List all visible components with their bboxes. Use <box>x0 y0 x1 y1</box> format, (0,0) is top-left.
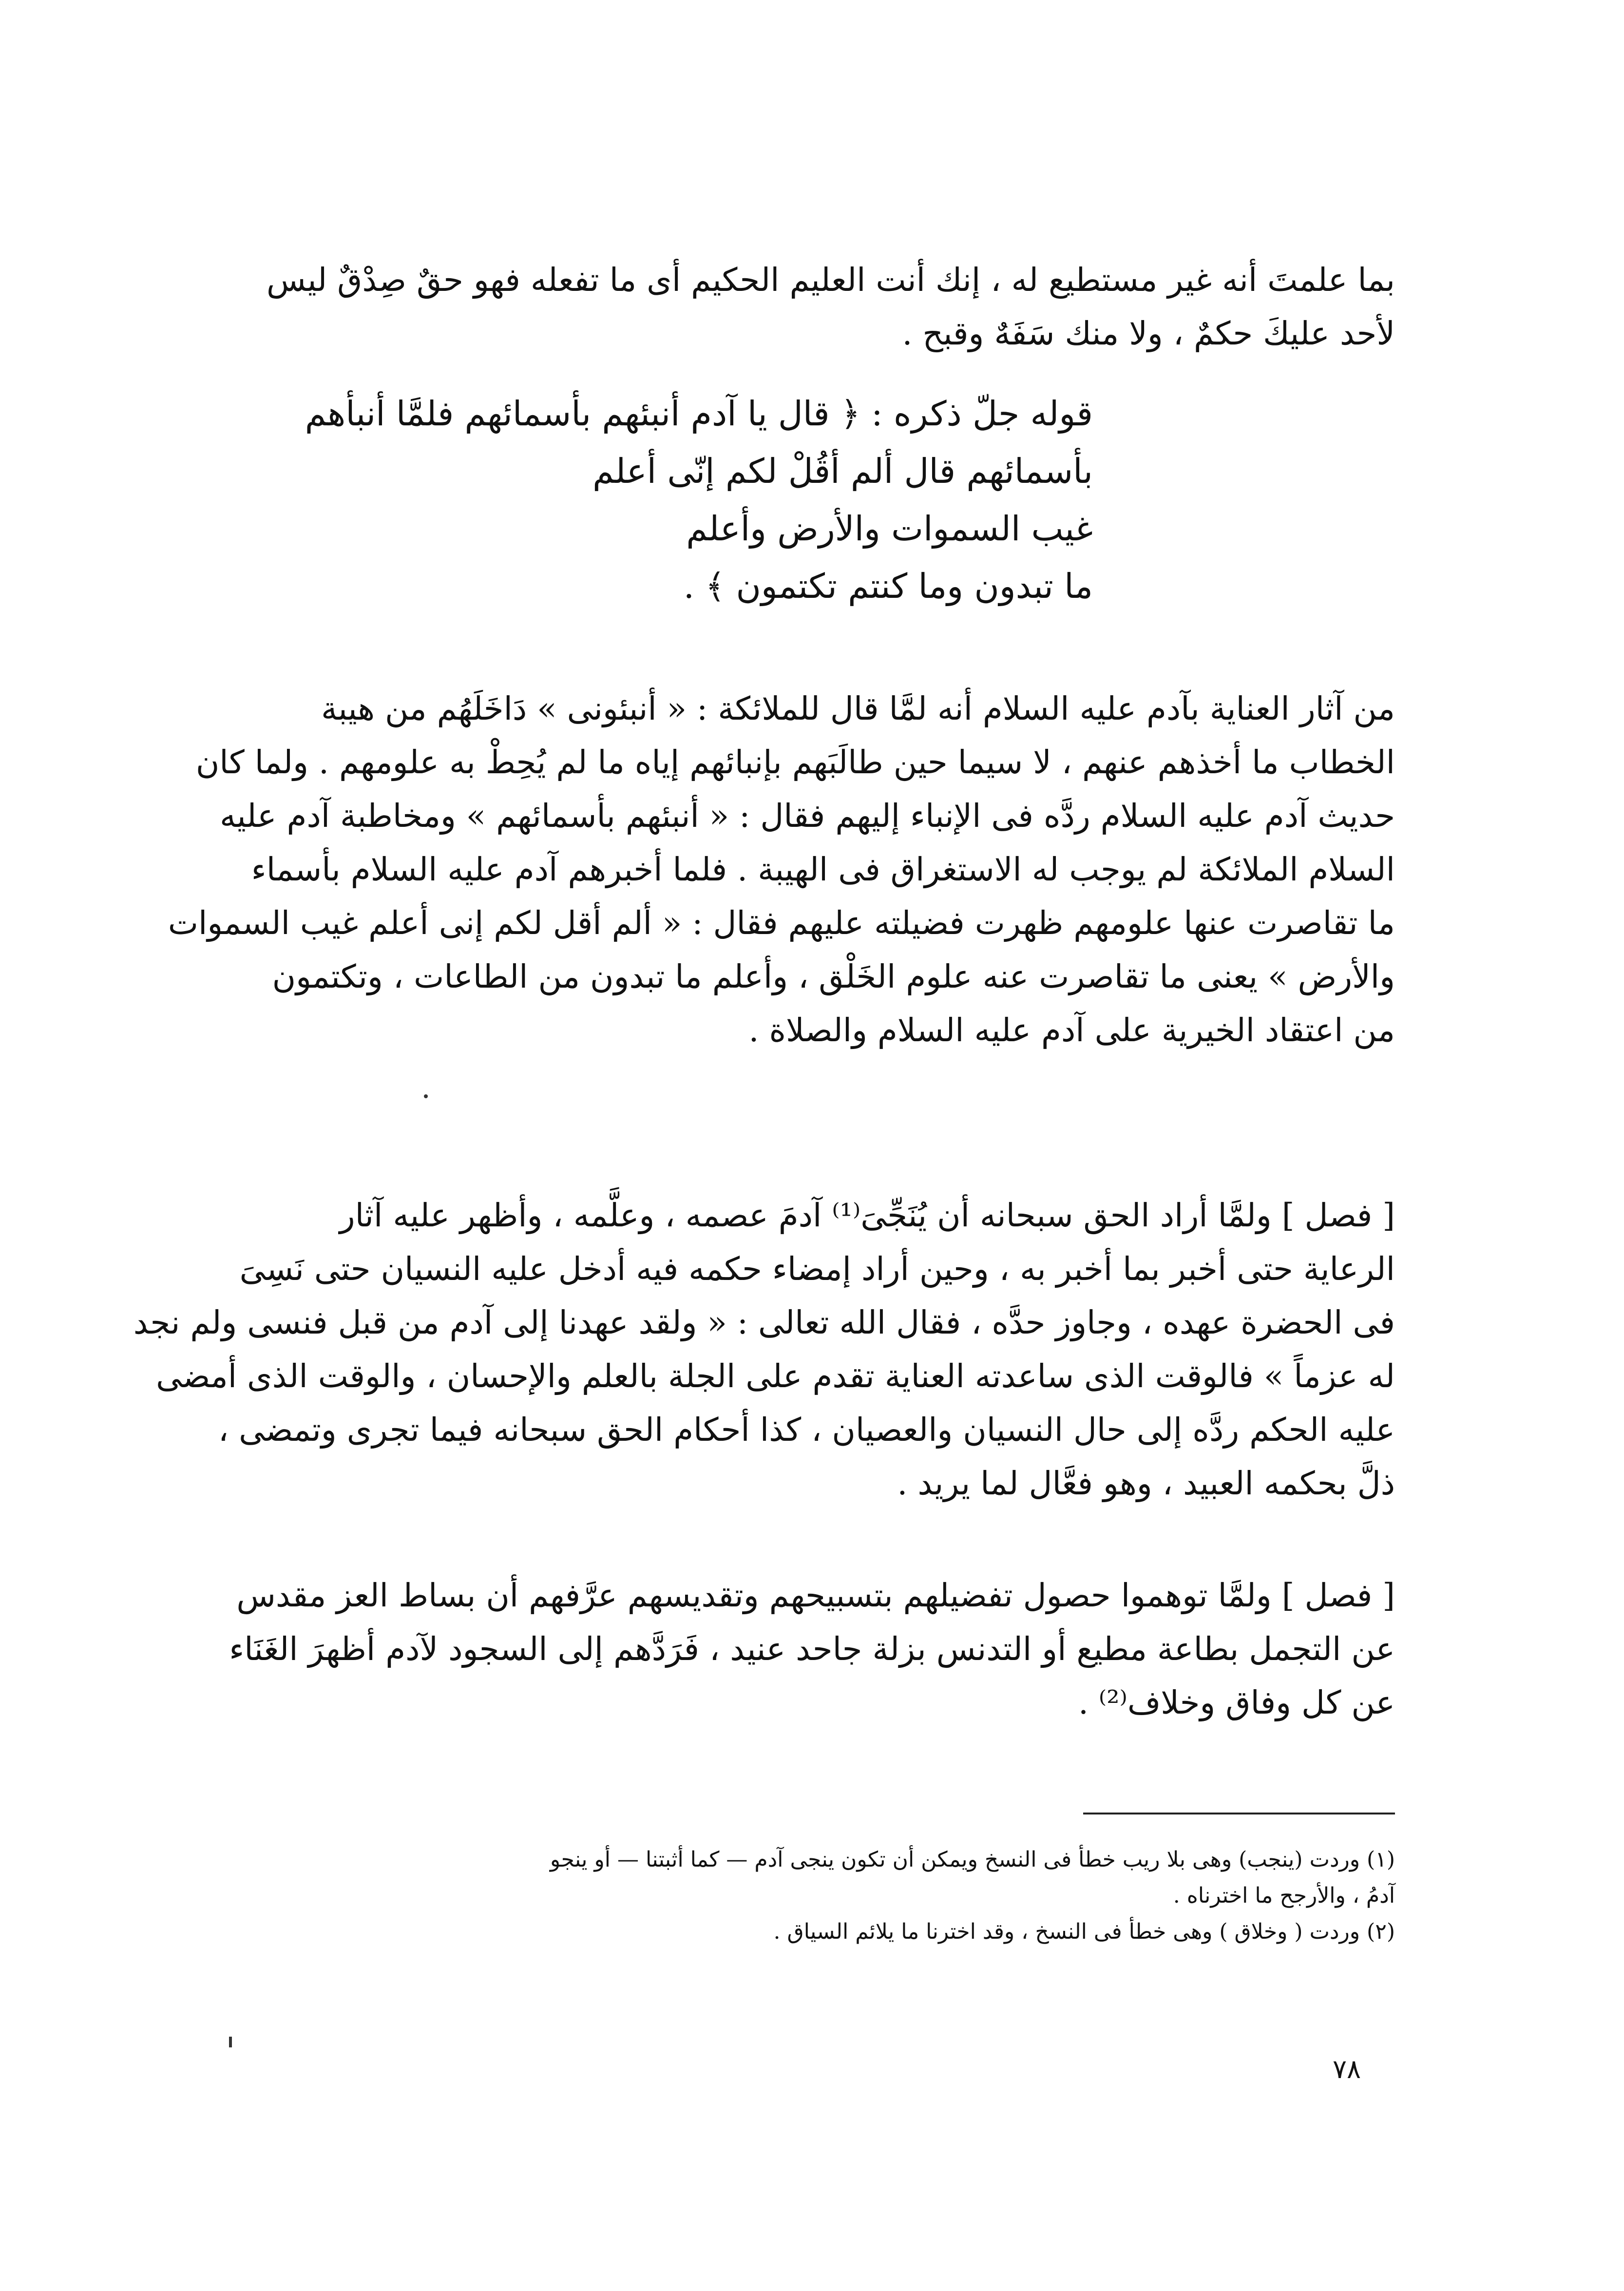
commentary-paragraph-2 <box>133 1189 1395 1510</box>
text-line: فى الحضرة عهده ، وجاوز حدَّه ، فقال الله تعالى : « ولقد عهدنا إلى آدم من قبل فنسى ولم نجد <box>133 1304 1395 1341</box>
scan-speck <box>229 2037 232 2047</box>
verse-line: ما تبدون وما كنتم تكتمون ﴾ . <box>683 566 1093 606</box>
text-line: من آثار العناية بآدم عليه السلام أنه لمَّا قال للملائكة : « أنبئونى » دَاخَلَهُم من هيبة <box>321 690 1395 727</box>
text-line: ذلَّ بحكمه العبيد ، وهو فعَّال لما يريد . <box>897 1465 1395 1502</box>
scan-speck <box>424 1094 428 1098</box>
text-line: ما تقاصرت عنها علومهم ظهرت فضيلته عليهم فقال : « ألم أقل لكم إنى أعلم غيب السموات <box>168 904 1395 942</box>
text-line: [ فصل ] ولمَّا أراد الحق سبحانه أن يُنَجِّىَ⁽¹⁾ آدمَ عصمه ، وعلَّمه ، وأظهر عليه آثار <box>339 1197 1395 1234</box>
intro-paragraph <box>267 253 1395 361</box>
verse-line: بأسمائهم قال ألم أقُلْ لكم إنّى أعلم <box>592 451 1093 491</box>
text-line: من اعتقاد الخيرية على آدم عليه السلام والصلاة . <box>748 1012 1395 1049</box>
text-line: عليه الحكم ردَّه إلى حال النسيان والعصيان ، كذا أحكام الحق سبحانه فيما تجرى وتمضى ، <box>218 1411 1395 1449</box>
footnote-line: (٢) وردت ( وخلاق ) وهى خطأ فى النسخ ، وقد اخترنا ما يلائم السياق . <box>773 1919 1395 1944</box>
commentary-paragraph-1 <box>168 682 1395 1057</box>
commentary-paragraph-3 <box>229 1569 1395 1730</box>
text-line: السلام الملائكة لم يوجب له الاستغراق فى الهيبة . فلما أخبرهم آدم عليه السلام بأسماء <box>251 851 1395 888</box>
text-line: عن كل وفاق وخلاف⁽²⁾ . <box>1078 1684 1395 1721</box>
text-line: عن التجمل بطاعة مطيع أو التدنس بزلة جاحد عنيد ، فَرَدَّهم إلى السجود لآدم أظهرَ الغَنَاء <box>229 1630 1395 1668</box>
text-line: [ فصل ] ولمَّا توهموا حصول تفضيلهم بتسبيحهم وتقديسهم عرَّفهم أن بساط العز مقدس <box>236 1577 1395 1614</box>
footnote-line: (١) وردت (ينجب) وهى بلا ريب خطأ فى النسخ ويمكن أن تكون ينجى آدم — كما أثبتنا — أو ينجو <box>550 1847 1395 1872</box>
verse-line: قوله جلّ ذكره : ﴿ قال يا آدم أنبئهم بأسمائهم فلمَّا أنبأهم <box>305 394 1093 434</box>
footnote-divider <box>1083 1813 1395 1814</box>
text-line: لأحد عليكَ حكمٌ ، ولا منك سَفَهٌ وقبح . <box>902 315 1395 352</box>
page-number: ٧٨ <box>1332 2054 1361 2084</box>
text-line: له عزماً » فالوقت الذى ساعدته العناية تقدم على الجلة بالعلم والإحسان ، والوقت الذى أمضى <box>156 1357 1395 1395</box>
verse-line: غيب السموات والأرض وأعلم <box>686 509 1093 549</box>
text-line: الخطاب ما أخذهم عنهم ، لا سيما حين طالَبَهم بإنبائهم إياه ما لم يُحِطْ به علومهم . ولما كان <box>195 744 1395 781</box>
text-line: الرعاية حتى أخبر بما أخبر به ، وحين أراد إمضاء حكمه فيه أدخل عليه النسيان حتى نَسِىَ <box>239 1250 1395 1288</box>
quranic-verse <box>305 385 1093 615</box>
footnotes <box>333 1842 1395 1950</box>
text-line: حديث آدم عليه السلام ردَّه فى الإنباء إليهم فقال : « أنبئهم بأسمائهم » ومخاطبة آدم عليه <box>219 797 1395 835</box>
text-line: بما علمتَ أنه غير مستطيع له ، إنك أنت العليم الحكيم أى ما تفعله فهو حقٌ صِدْقٌ ليس <box>267 261 1395 299</box>
footnote-line: آدمُ ، والأرجح ما اخترناه . <box>1173 1883 1395 1908</box>
text-line: والأرض » يعنى ما تقاصرت عنه علوم الخَلْق ، وأعلم ما تبدون من الطاعات ، وتكتمون <box>272 958 1395 995</box>
